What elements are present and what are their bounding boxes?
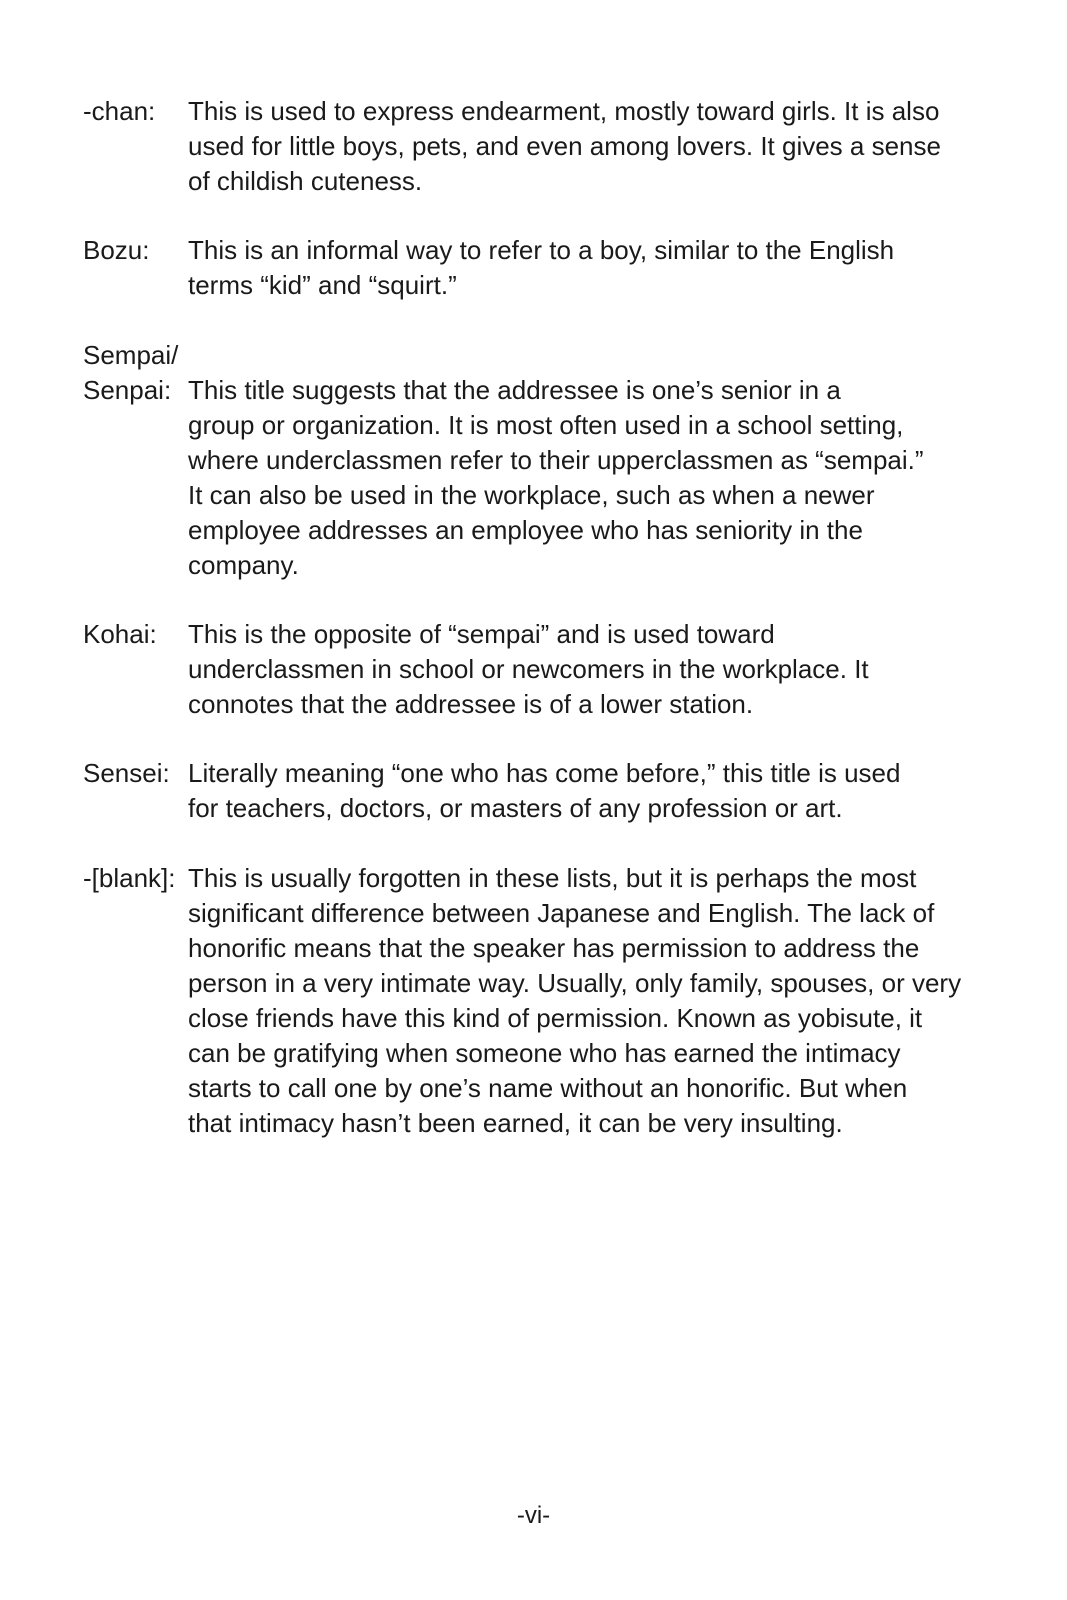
definition-line: for teachers, doctors, or masters of any profession or art. bbox=[188, 793, 843, 823]
definition-line: This is an informal way to refer to a boy, similar to the English bbox=[188, 235, 895, 265]
entry-term bbox=[83, 861, 176, 896]
entry-definition bbox=[188, 861, 988, 1141]
term-line: Kohai: bbox=[83, 619, 157, 649]
term-line: Sempai/ bbox=[83, 340, 179, 370]
definition-line: company. bbox=[188, 550, 299, 580]
definition-line: This is used to express endearment, mostly toward girls. It is also bbox=[188, 96, 940, 126]
definition-line: connotes that the addressee is of a lower station. bbox=[188, 689, 754, 719]
term-line: Senpai: bbox=[83, 375, 172, 405]
entry-term bbox=[83, 338, 178, 408]
definition-line: of childish cuteness. bbox=[188, 166, 423, 196]
definition-line: group or organization. It is most often used in a school setting, bbox=[188, 410, 904, 440]
definition-line: terms “kid” and “squirt.” bbox=[188, 270, 457, 300]
term-line: -[blank]: bbox=[83, 863, 176, 893]
definition-line: Literally meaning “one who has come before,” this title is used bbox=[188, 758, 901, 788]
definition-line: honorific means that the speaker has permission to address the bbox=[188, 933, 920, 963]
definition-line: starts to call one by one’s name without an honorific. But when bbox=[188, 1073, 908, 1103]
definition-line: where underclassmen refer to their upperclassmen as “sempai.” bbox=[188, 445, 924, 475]
term-line: -chan: bbox=[83, 96, 156, 126]
definition-line: can be gratifying when someone who has earned the intimacy bbox=[188, 1038, 901, 1068]
definition-line: close friends have this kind of permission. Known as yobisute, it bbox=[188, 1003, 923, 1033]
definition-line: underclassmen in school or newcomers in the workplace. It bbox=[188, 654, 869, 684]
definition-line: This is the opposite of “sempai” and is used toward bbox=[188, 619, 775, 649]
term-line: Bozu: bbox=[83, 235, 150, 265]
entry-term bbox=[83, 617, 157, 652]
entry-definition bbox=[188, 756, 988, 826]
entry-definition bbox=[188, 373, 988, 583]
definition-line: This title suggests that the addressee is one’s senior in a bbox=[188, 375, 841, 405]
definition-line: significant difference between Japanese and English. The lack of bbox=[188, 898, 935, 928]
term-line: Sensei: bbox=[83, 758, 170, 788]
definition-line: It can also be used in the workplace, such as when a newer bbox=[188, 480, 875, 510]
definition-line: person in a very intimate way. Usually, only family, spouses, or very bbox=[188, 968, 962, 998]
entry-definition bbox=[188, 94, 988, 199]
entry-definition bbox=[188, 233, 988, 303]
definition-line: employee addresses an employee who has seniority in the bbox=[188, 515, 863, 545]
entry-term bbox=[83, 233, 150, 268]
definition-line: that intimacy hasn’t been earned, it can be very insulting. bbox=[188, 1108, 843, 1138]
entry-definition bbox=[188, 617, 988, 722]
definition-line: This is usually forgotten in these lists, but it is perhaps the most bbox=[188, 863, 917, 893]
definition-line: used for little boys, pets, and even among lovers. It gives a sense bbox=[188, 131, 941, 161]
page-number: -vi- bbox=[516, 1502, 551, 1529]
entry-term bbox=[83, 94, 155, 129]
entry-term bbox=[83, 756, 170, 791]
